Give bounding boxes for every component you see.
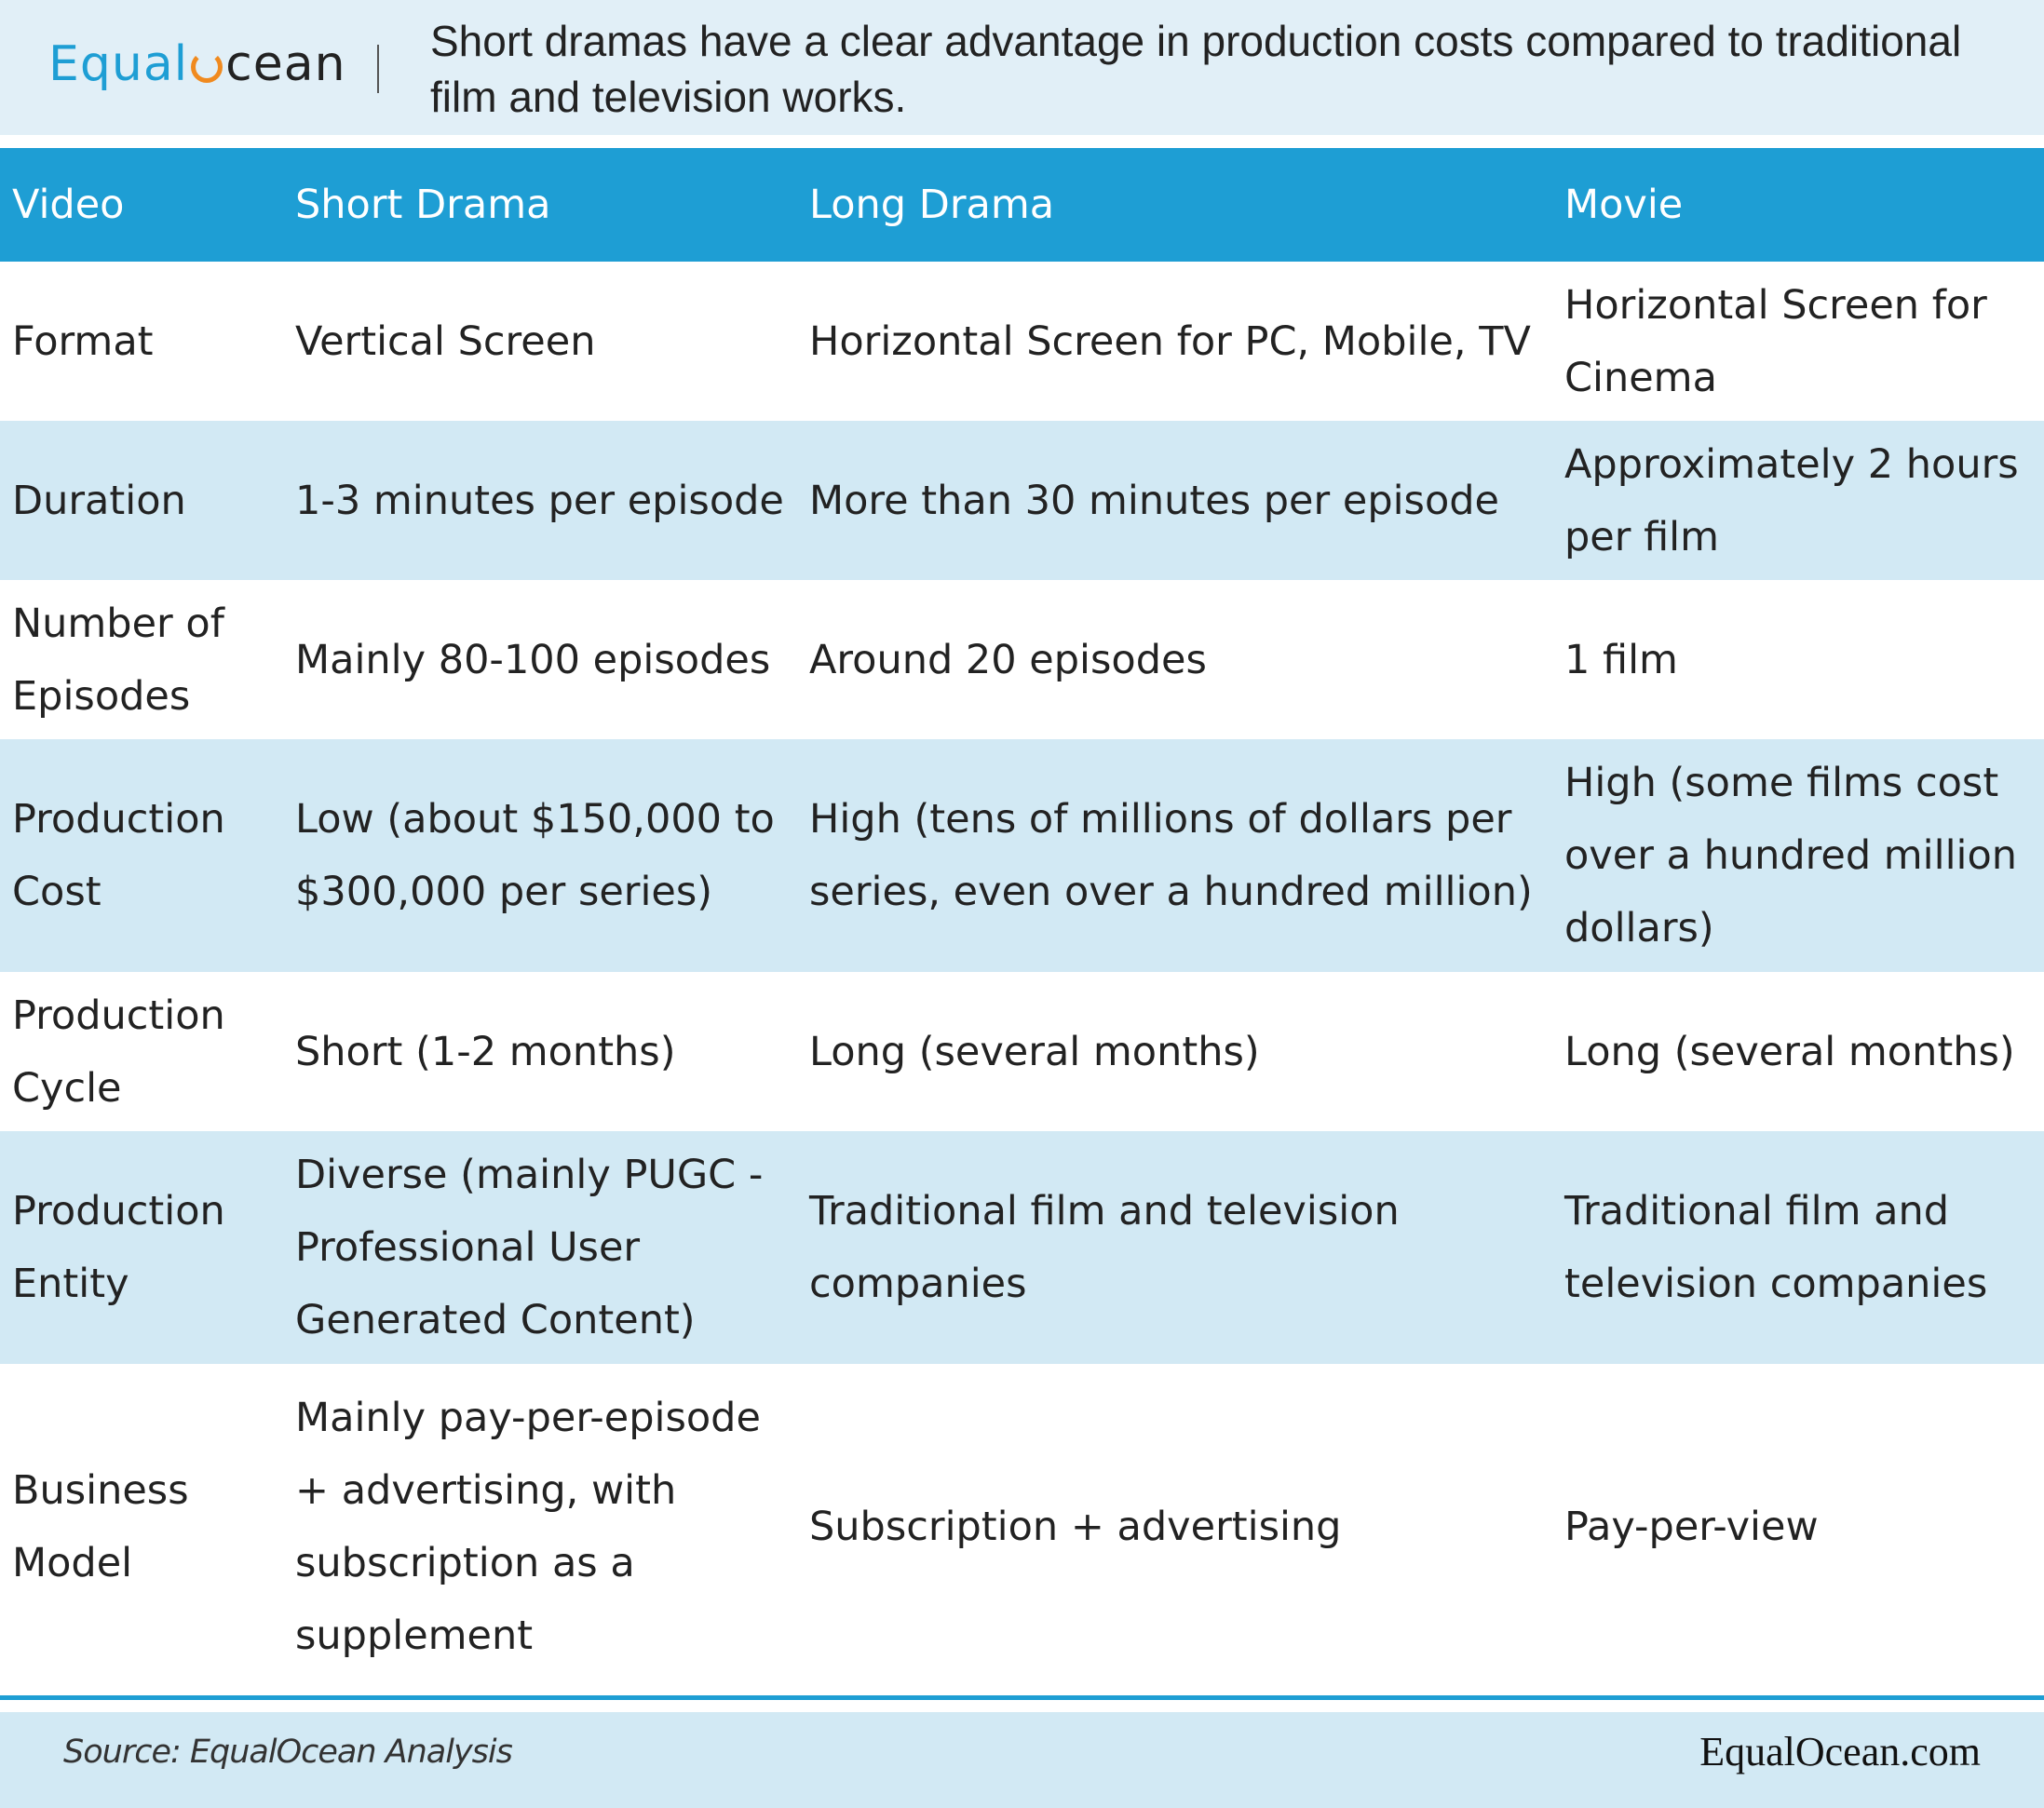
long-drama-cell: Around 20 episodes — [809, 636, 1207, 683]
table-row — [0, 972, 2044, 1131]
column-header-long-drama: Long Drama — [809, 182, 1055, 228]
movie-cell: Traditional film and television companies — [1564, 1188, 1988, 1307]
header-banner — [0, 0, 2044, 135]
long-drama-cell: More than 30 minutes per episode — [809, 477, 1500, 524]
short-drama-cell: Mainly pay-per-episode + advertising, with subscription as a supplement — [295, 1395, 761, 1659]
table-row — [0, 580, 2044, 739]
site-url: EqualOcean.com — [1699, 1729, 1981, 1774]
table-row — [0, 421, 2044, 580]
table-header-row — [0, 148, 2044, 262]
short-drama-cell: Vertical Screen — [295, 317, 596, 365]
logo-text-suffix: cean — [225, 36, 346, 92]
table-row — [0, 1364, 2044, 1690]
logo-text-prefix: Equal — [48, 36, 189, 92]
movie-cell: 1 film — [1564, 636, 1678, 683]
row-label: Production Cycle — [12, 992, 225, 1112]
short-drama-cell: Low (about $150,000 to $300,000 per series) — [295, 796, 775, 915]
table-row — [0, 262, 2044, 421]
table-row — [0, 1131, 2044, 1364]
short-drama-cell: 1-3 minutes per episode — [295, 477, 784, 524]
long-drama-cell: High (tens of millions of dollars per series, even over a hundred million) — [809, 796, 1533, 915]
short-drama-cell: Mainly 80-100 episodes — [295, 636, 771, 683]
short-drama-cell: Diverse (mainly PUGC - Professional User Generated Content) — [295, 1152, 764, 1343]
comparison-table — [0, 148, 2044, 1690]
movie-cell: Long (several months) — [1564, 1028, 2015, 1075]
movie-cell: High (some films cost over a hundred million dollars) — [1564, 760, 2018, 951]
short-drama-cell: Short (1-2 months) — [295, 1028, 676, 1075]
movie-cell: Pay-per-view — [1564, 1504, 1819, 1550]
source-note: Source: EqualOcean Analysis — [63, 1734, 512, 1771]
logo-o-ring-icon — [191, 51, 223, 83]
column-header-movie: Movie — [1564, 182, 1684, 228]
row-label: Production Entity — [12, 1188, 225, 1307]
row-label: Production Cost — [12, 796, 225, 915]
long-drama-cell: Traditional film and television companies — [809, 1188, 1400, 1307]
long-drama-cell: Long (several months) — [809, 1028, 1260, 1075]
long-drama-cell: Subscription + advertising — [809, 1504, 1342, 1550]
long-drama-cell: Horizontal Screen for PC, Mobile, TV — [809, 317, 1531, 365]
row-label: Duration — [12, 477, 186, 524]
header-divider — [377, 45, 379, 93]
movie-cell: Horizontal Screen for Cinema — [1564, 281, 1987, 401]
row-label: Format — [12, 317, 154, 365]
equalocean-logo — [48, 35, 346, 93]
table-row — [0, 739, 2044, 972]
column-header-video: Video — [12, 182, 125, 228]
row-label: Number of Episodes — [12, 600, 224, 720]
page-title: Short dramas have a clear advantage in production costs compared to traditional film and television works. — [430, 17, 1962, 121]
column-header-short-drama: Short Drama — [295, 182, 551, 228]
movie-cell: Approximately 2 hours per film — [1564, 440, 2019, 560]
table-bottom-rule — [0, 1695, 2044, 1700]
row-label: Business Model — [12, 1467, 189, 1586]
